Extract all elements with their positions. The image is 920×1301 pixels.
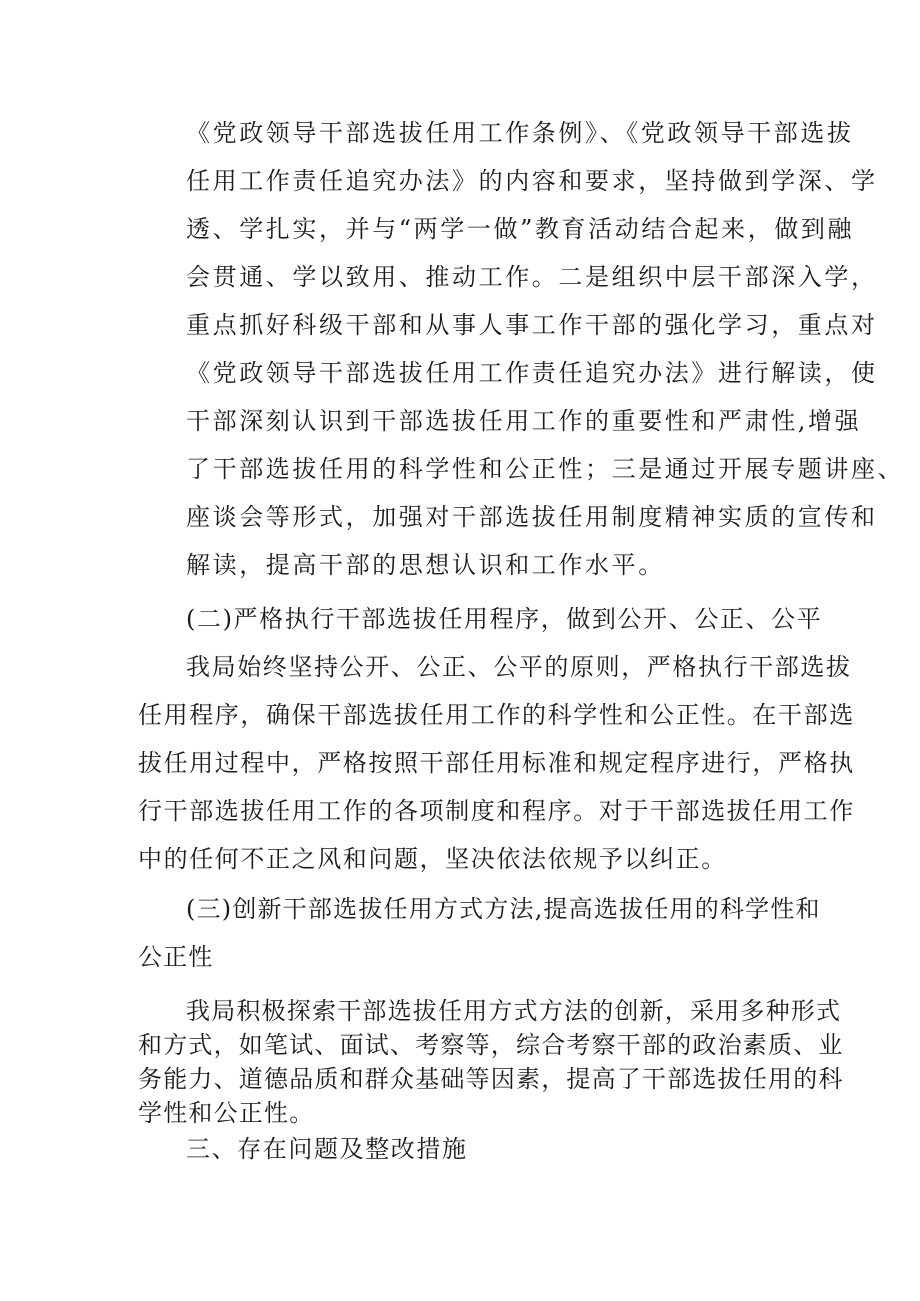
paragraph-line: 中的任何不正之风和问题，坚决依法依规予以纠正。 bbox=[138, 845, 727, 873]
paragraph-line: 重点抓好科级干部和从事人事工作干部的强化学习，重点对 bbox=[186, 311, 878, 339]
paragraph-line: 任用程序，确保干部选拔任用工作的科学性和公正性。在干部选 bbox=[138, 701, 855, 729]
paragraph-line: 务能力、道德品质和群众基础等因素，提高了干部选拔任用的科 bbox=[138, 1065, 844, 1093]
paragraph-line: 拔任用过程中，严格按照干部任用标准和规定程序进行，严格执 bbox=[138, 749, 855, 777]
paragraph-line: 会贯通、学以致用、推动工作。二是组织中层干部深入学， bbox=[186, 263, 878, 291]
section-heading: 公正性 bbox=[138, 943, 214, 971]
paragraph-line: 我局积极探索干部选拔任用方式方法的创新，采用多种形式 bbox=[186, 997, 842, 1025]
paragraph-line: 透、学扎实，并与“两学一做”教育活动结合起来，做到融 bbox=[186, 215, 855, 243]
section-heading: (二)严格执行干部选拔任用程序，做到公开、公正、公平 bbox=[186, 605, 823, 633]
paragraph-line: 和方式，如笔试、面试、考察等，综合考察干部的政治素质、业 bbox=[138, 1031, 844, 1059]
paragraph-line: 行干部选拔任用工作的各项制度和程序。对于干部选拔任用工作 bbox=[138, 797, 855, 825]
paragraph-line: 学性和公正性。 bbox=[138, 1099, 315, 1127]
paragraph-line: 干部深刻认识到干部选拔任用工作的重要性和严肃性,增强 bbox=[186, 407, 862, 435]
section-heading: 三、存在问题及整改措施 bbox=[186, 1135, 468, 1163]
paragraph-line: 座谈会等形式，加强对干部选拔任用制度精神实质的宣传和 bbox=[186, 503, 878, 531]
paragraph-line: 我局始终坚持公开、公正、公平的原则，严格执行干部选拔 bbox=[186, 653, 852, 681]
paragraph-line: 解读，提高干部的思想认识和工作水平。 bbox=[186, 551, 665, 579]
paragraph-line: 任用工作责任追究办法》的内容和要求，坚持做到学深、学 bbox=[186, 167, 878, 195]
paragraph-line: 了干部选拔任用的科学性和公正性；三是通过开展专题讲座、 bbox=[186, 455, 905, 483]
paragraph-line: 《党政领导干部选拔任用工作条例》、《党政领导干部选拔 bbox=[186, 119, 854, 147]
section-heading: (三)创新干部选拔任用方式方法,提高选拔任用的科学性和 bbox=[186, 895, 821, 923]
paragraph-line: 《党政领导干部选拔任用工作责任追究办法》进行解读，使 bbox=[186, 359, 878, 387]
